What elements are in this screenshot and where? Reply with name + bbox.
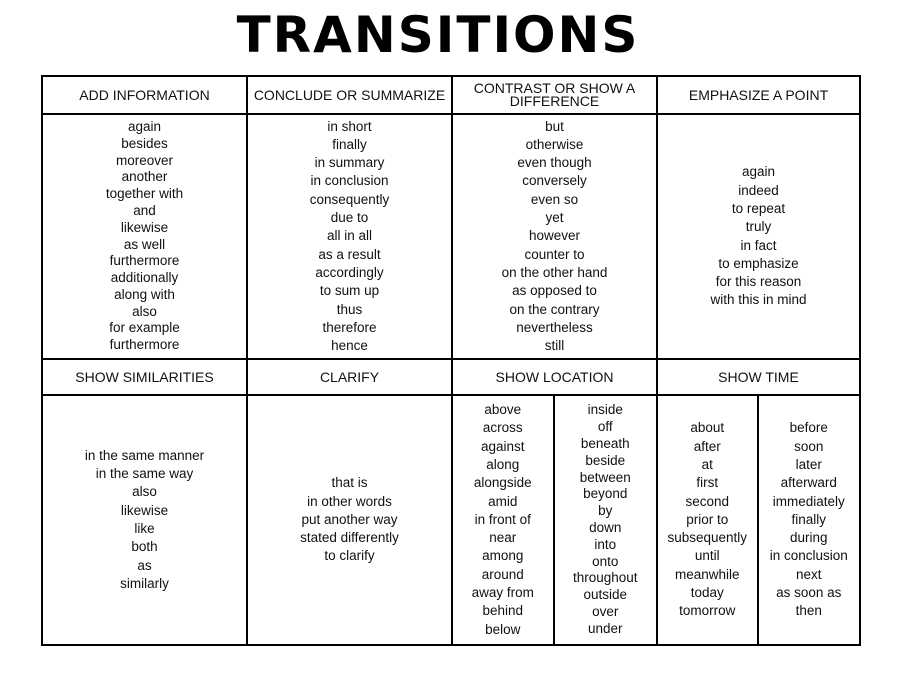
transition-word: across: [482, 420, 523, 436]
transition-word: beside: [585, 452, 626, 468]
word-list-show-similarities: [85, 447, 204, 593]
transition-word: with this in mind: [710, 292, 807, 308]
word-list-show-time-1: [667, 419, 747, 620]
transition-word: onto: [592, 553, 619, 569]
transition-word: in summary: [314, 155, 385, 171]
transition-word: by: [598, 503, 613, 519]
heading-show-location: SHOW LOCATION: [453, 360, 658, 396]
transition-word: immediately: [772, 493, 845, 509]
transition-word: otherwise: [525, 136, 584, 152]
transition-word: indeed: [738, 182, 779, 198]
transition-word: around: [481, 566, 524, 582]
transition-word: about: [690, 420, 725, 436]
heading-emphasize-a-point: EMPHASIZE A POINT: [658, 77, 859, 115]
transition-word: in fact: [740, 237, 777, 253]
transition-word: later: [795, 456, 822, 472]
transition-word: finally: [791, 511, 826, 527]
transition-word: conversely: [522, 173, 587, 189]
transition-word: soon: [794, 438, 824, 454]
transition-word: as a result: [318, 246, 381, 262]
transition-word: on the contrary: [509, 301, 600, 317]
transition-word: into: [594, 536, 617, 552]
transition-word: next: [795, 566, 822, 582]
transition-word: hence: [331, 338, 368, 354]
transition-word: first: [696, 475, 719, 491]
transition-word: stated differently: [300, 530, 399, 546]
transition-word: beyond: [583, 486, 628, 502]
transition-word: at: [701, 456, 713, 472]
cell-emphasize-a-point: [658, 115, 859, 360]
transition-word: but: [545, 118, 564, 134]
transition-word: counter to: [524, 246, 585, 262]
transition-word: prior to: [686, 511, 729, 527]
transition-word: accordingly: [315, 264, 384, 280]
transition-word: yet: [545, 210, 564, 226]
transition-word: another: [121, 169, 168, 185]
transition-word: among: [482, 548, 524, 564]
transition-word: also: [132, 484, 157, 500]
transition-word: below: [485, 621, 521, 637]
transition-word: against: [480, 438, 525, 454]
cell-conclude-or-summarize: [248, 115, 453, 360]
transition-word: likewise: [120, 502, 169, 518]
transition-word: to emphasize: [718, 255, 799, 271]
heading-add-information: ADD INFORMATION: [43, 77, 248, 115]
word-list-show-location-1: [472, 401, 534, 639]
transition-word: nevertheless: [516, 319, 593, 335]
transition-word: during: [789, 530, 828, 546]
transition-word: in other words: [307, 493, 392, 509]
transition-word: to clarify: [324, 548, 375, 564]
transition-word: tomorrow: [679, 603, 736, 619]
transition-word: put another way: [301, 511, 398, 527]
transition-word: even so: [530, 191, 579, 207]
cell-contrast: [453, 115, 658, 360]
cell-show-similarities: [43, 396, 248, 644]
show-time-column-2: [759, 396, 860, 644]
transition-word: moreover: [115, 152, 173, 168]
cell-clarify: [248, 396, 453, 644]
transition-word: over: [592, 603, 619, 619]
transition-word: throughout: [572, 570, 638, 586]
transition-word: likewise: [120, 219, 169, 235]
transition-word: together with: [105, 186, 184, 202]
transition-word: after: [693, 438, 721, 454]
transition-word: thus: [336, 301, 363, 317]
transition-word: off: [597, 419, 613, 435]
transition-word: in the same manner: [84, 447, 205, 463]
transition-word: down: [589, 520, 622, 535]
transition-word: truly: [745, 219, 772, 235]
transition-word: as opposed to: [512, 283, 597, 299]
word-list-show-time-2: [770, 419, 848, 620]
cell-add-information: [43, 115, 248, 360]
transition-word: besides: [121, 135, 168, 151]
transition-word: additionally: [110, 270, 179, 286]
transition-word: before: [789, 420, 828, 436]
transition-word: beneath: [580, 436, 630, 452]
transition-word: in conclusion: [769, 548, 848, 564]
transition-word: to sum up: [319, 283, 380, 299]
page-title: TRANSITIONS: [236, 6, 640, 64]
transition-word: however: [528, 228, 581, 244]
transitions-table: [41, 75, 861, 646]
transition-word: also: [132, 303, 157, 319]
transition-word: near: [489, 530, 517, 546]
transition-word: like: [134, 521, 155, 536]
transition-word: even though: [517, 155, 592, 171]
transition-word: above: [484, 402, 522, 418]
transition-word: today: [690, 585, 724, 601]
heading-conclude-or-summarize: CONCLUDE OR SUMMARIZE: [248, 77, 453, 115]
transition-word: alongside: [473, 475, 532, 491]
transition-word: again: [741, 164, 776, 180]
transition-word: along with: [114, 286, 175, 302]
transition-word: between: [579, 469, 631, 485]
transition-word: all in all: [326, 228, 373, 244]
show-location-column-2: [555, 396, 657, 644]
word-list-show-location-2: [573, 402, 638, 637]
cell-show-time: [658, 396, 859, 644]
heading-show-time: SHOW TIME: [658, 360, 859, 396]
cell-show-location: [453, 396, 658, 644]
transition-word: as soon as: [776, 585, 842, 601]
transition-word: outside: [583, 587, 628, 603]
transition-word: for this reason: [715, 274, 802, 290]
transition-word: in conclusion: [310, 173, 389, 189]
transition-word: inside: [587, 402, 623, 418]
transition-word: to repeat: [731, 200, 786, 216]
word-list-conclude-or-summarize: [310, 118, 390, 356]
transition-word: under: [587, 620, 623, 636]
heading-contrast: CONTRAST OR SHOW A DIFFERENCE: [453, 77, 658, 115]
transition-word: away from: [471, 585, 534, 601]
show-time-column-1: [658, 396, 759, 644]
transition-word: again: [127, 118, 162, 134]
transition-word: therefore: [322, 319, 377, 335]
transition-word: still: [544, 338, 565, 354]
word-list-clarify: [300, 474, 399, 565]
transition-word: in the same way: [95, 466, 194, 482]
transition-word: subsequently: [667, 530, 748, 546]
heading-clarify: CLARIFY: [248, 360, 453, 396]
transition-word: on the other hand: [501, 264, 608, 280]
transition-word: furthermore: [109, 337, 180, 353]
word-list-add-information: [106, 119, 183, 354]
transition-word: afterward: [780, 475, 837, 491]
transition-word: as well: [123, 236, 166, 252]
transition-word: due to: [330, 210, 369, 226]
transition-word: as: [137, 557, 152, 573]
transition-word: finally: [332, 136, 367, 152]
transition-word: and: [133, 202, 156, 218]
transition-word: along: [486, 456, 520, 472]
heading-show-similarities: SHOW SIMILARITIES: [43, 360, 248, 396]
transition-word: in front of: [474, 511, 531, 527]
transition-word: until: [694, 548, 720, 564]
word-list-emphasize-a-point: [710, 163, 806, 309]
show-location-column-1: [453, 396, 555, 644]
transition-word: in short: [327, 118, 372, 134]
transition-word: behind: [482, 603, 524, 619]
transition-word: second: [685, 493, 730, 509]
transition-word: meanwhile: [674, 566, 740, 582]
transition-word: furthermore: [109, 253, 180, 269]
word-list-contrast: [502, 118, 608, 356]
transition-word: both: [131, 539, 158, 555]
transition-word: that is: [331, 475, 368, 491]
transition-word: consequently: [309, 191, 390, 207]
transition-word: similarly: [120, 575, 169, 591]
transition-word: amid: [488, 493, 518, 509]
transition-word: then: [795, 603, 822, 619]
transition-word: for example: [109, 320, 180, 336]
